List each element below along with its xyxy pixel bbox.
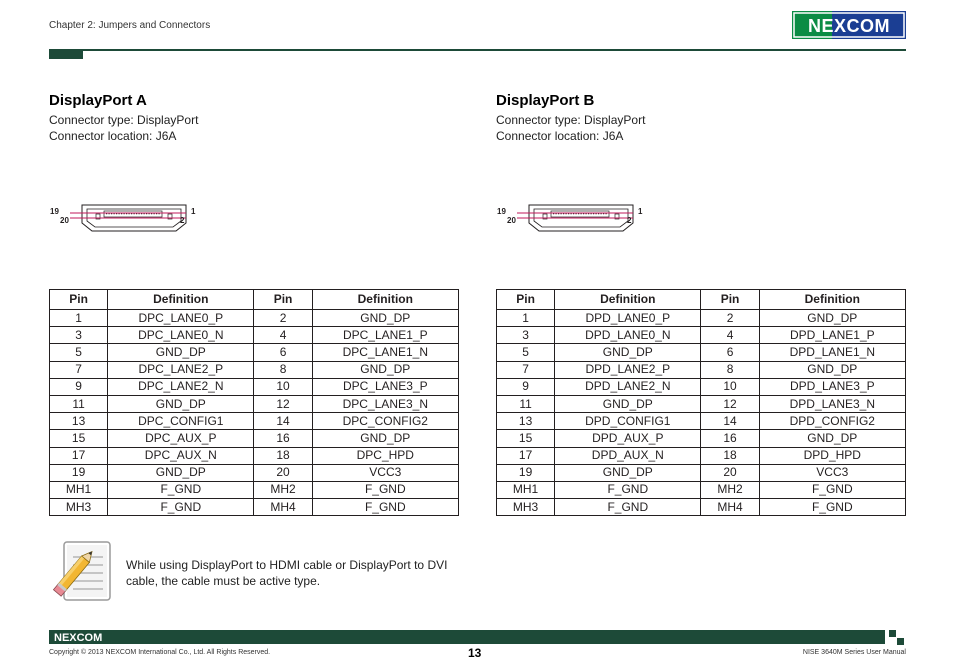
pin-definition-cell: DPD_CONFIG2 [759,413,905,430]
pin-definition-cell: F_GND [759,481,905,498]
pin-number-cell: 5 [50,344,108,361]
pin-definition-cell: DPC_AUX_P [108,430,254,447]
pin-number-cell: 9 [497,378,555,395]
pin-number-cell: 11 [497,395,555,412]
pin-definition-cell: DPD_LANE3_N [759,395,905,412]
table-row [497,395,906,412]
pencil-notepad-icon [46,539,116,605]
table-row [50,499,459,516]
pin-number-cell: 4 [701,327,759,344]
pin-definition-cell: DPD_LANE2_P [555,361,701,378]
pin-number-cell: MH3 [50,499,108,516]
table-row [50,378,459,395]
section-displayport-b [496,92,906,144]
pin-definition-cell: GND_DP [555,395,701,412]
pin-definition-cell: DPD_LANE2_N [555,378,701,395]
pin-number-cell: 7 [50,361,108,378]
pin-number-cell: 7 [497,361,555,378]
pin-number-cell: 1 [50,310,108,327]
pin-definition-cell: DPC_LANE0_P [108,310,254,327]
pin-table-a [49,289,459,516]
pin-definition-cell: DPC_LANE2_N [108,378,254,395]
pin-number-cell: 8 [254,361,312,378]
footer-nexcom-logo [53,631,109,643]
pin-definition-cell: DPD_CONFIG1 [555,413,701,430]
section-title: DisplayPort B [496,92,595,109]
pin-number-cell: 1 [497,310,555,327]
table-row [497,378,906,395]
column-header: Pin [254,290,312,310]
pin-number-cell: 5 [497,344,555,361]
pin-number-cell: 14 [254,413,312,430]
pin-number-cell: 13 [50,413,108,430]
column-header: Definition [312,290,458,310]
pin-definition-cell: DPD_LANE3_P [759,378,905,395]
pin-definition-cell: GND_DP [312,310,458,327]
pin-number-cell: 19 [50,464,108,481]
pin-number-cell: 17 [50,447,108,464]
pin-definition-cell: DPD_HPD [759,447,905,464]
copyright-text: Copyright © 2013 NEXCOM International Co., Ltd. All Rights Reserved. [49,649,271,656]
pin-definition-cell: DPD_LANE1_P [759,327,905,344]
pin-definition-cell: F_GND [312,499,458,516]
section-title: DisplayPort A [49,92,147,109]
table-row [497,361,906,378]
pin-definition-cell: DPD_LANE0_N [555,327,701,344]
pin-label-1: 1 [638,207,643,216]
pin-number-cell: 9 [50,378,108,395]
pin-number-cell: MH3 [497,499,555,516]
pin-definition-cell: GND_DP [108,395,254,412]
pin-definition-cell: DPC_HPD [312,447,458,464]
pin-definition-cell: GND_DP [555,464,701,481]
pin-number-cell: MH1 [50,481,108,498]
pin-number-cell: 12 [254,395,312,412]
table-row [497,310,906,327]
table-row [50,481,459,498]
pin-definition-cell: DPC_LANE1_P [312,327,458,344]
pin-number-cell: 10 [254,378,312,395]
pin-number-cell: MH1 [497,481,555,498]
column-header: Definition [555,290,701,310]
pin-number-cell: 20 [701,464,759,481]
table-row [497,481,906,498]
table-row [497,430,906,447]
table-row [50,447,459,464]
pin-definition-cell: DPC_CONFIG2 [312,413,458,430]
pin-definition-cell: F_GND [555,499,701,516]
pin-number-cell: 18 [701,447,759,464]
pin-label-19: 19 [50,207,59,216]
manual-title: NISE 3640M Series User Manual [802,649,906,656]
table-header-row [497,290,906,310]
pin-definition-cell: DPC_CONFIG1 [108,413,254,430]
page-number: 13 [468,646,482,660]
table-row [497,344,906,361]
pin-definition-cell: DPC_LANE1_N [312,344,458,361]
table-row [497,327,906,344]
pin-definition-cell: DPD_AUX_N [555,447,701,464]
pin-number-cell: 19 [497,464,555,481]
pin-number-cell: 4 [254,327,312,344]
connector-location: Connector location: J6A [496,129,624,143]
pin-definition-cell: GND_DP [312,361,458,378]
pin-definition-cell: F_GND [312,481,458,498]
pin-label-20: 20 [507,216,516,225]
pin-definition-cell: GND_DP [759,310,905,327]
pin-number-cell: MH2 [701,481,759,498]
column-header: Pin [50,290,108,310]
table-row [497,447,906,464]
pin-definition-cell: GND_DP [108,464,254,481]
connector-type: Connector type: DisplayPort [496,113,646,127]
note-text: While using DisplayPort to HDMI cable or DisplayPort to DVI cable, the cable must be active type. [126,558,448,588]
pin-definition-cell: DPD_AUX_P [555,430,701,447]
logo-text: NEXCOM [807,16,891,36]
table-row [50,413,459,430]
pin-definition-cell: F_GND [759,499,905,516]
pin-number-cell: 3 [497,327,555,344]
table-body [497,310,906,516]
pin-definition-cell: F_GND [108,499,254,516]
pin-definition-cell: DPC_LANE2_P [108,361,254,378]
table-row [50,327,459,344]
pin-definition-cell: GND_DP [759,361,905,378]
table-body [50,310,459,516]
pin-number-cell: 12 [701,395,759,412]
table-row [497,499,906,516]
pin-number-cell: 6 [254,344,312,361]
pin-definition-cell: VCC3 [759,464,905,481]
column-header: Pin [497,290,555,310]
connector-location: Connector location: J6A [49,129,177,143]
pin-label-19: 19 [497,207,506,216]
pin-number-cell: 10 [701,378,759,395]
pin-definition-cell: F_GND [108,481,254,498]
pin-number-cell: 8 [701,361,759,378]
table-row [50,361,459,378]
displayport-connector-diagram-a [46,199,196,235]
footer-square [897,638,904,645]
pin-definition-cell: GND_DP [555,344,701,361]
column-header: Pin [701,290,759,310]
table-row [50,395,459,412]
pin-number-cell: 3 [50,327,108,344]
pin-number-cell: 13 [497,413,555,430]
pin-definition-cell: DPC_LANE3_P [312,378,458,395]
table-header-row [50,290,459,310]
pin-number-cell: 20 [254,464,312,481]
section-displayport-a [49,92,459,144]
header-rule [49,49,906,51]
pin-number-cell: 15 [50,430,108,447]
pin-number-cell: 6 [701,344,759,361]
table-row [50,344,459,361]
pin-number-cell: 14 [701,413,759,430]
table-row [497,464,906,481]
pin-definition-cell: DPD_LANE0_P [555,310,701,327]
pin-label-2: 2 [180,216,185,225]
pin-definition-cell: F_GND [555,481,701,498]
footer-square [889,630,896,637]
pin-number-cell: 15 [497,430,555,447]
column-header: Definition [759,290,905,310]
nexcom-logo [792,11,906,39]
pin-definition-cell: GND_DP [759,430,905,447]
pin-number-cell: MH4 [701,499,759,516]
pin-definition-cell: DPC_LANE3_N [312,395,458,412]
connector-type: Connector type: DisplayPort [49,113,199,127]
chapter-title: Chapter 2: Jumpers and Connectors [49,20,211,31]
pin-definition-cell: DPD_LANE1_N [759,344,905,361]
pin-number-cell: MH4 [254,499,312,516]
footer-bar [49,630,885,644]
pin-number-cell: 11 [50,395,108,412]
pin-number-cell: 2 [701,310,759,327]
table-row [50,464,459,481]
pin-number-cell: 16 [701,430,759,447]
pin-definition-cell: GND_DP [312,430,458,447]
header-accent-block [49,51,83,59]
pin-definition-cell: DPC_AUX_N [108,447,254,464]
pin-definition-cell: GND_DP [108,344,254,361]
table-row [50,310,459,327]
pin-number-cell: 17 [497,447,555,464]
footer-logo-text: NEXCOM [54,632,103,643]
pin-number-cell: 18 [254,447,312,464]
pin-table-b [496,289,906,516]
pin-label-1: 1 [191,207,196,216]
pin-definition-cell: VCC3 [312,464,458,481]
pin-number-cell: 2 [254,310,312,327]
table-row [50,430,459,447]
pin-label-2: 2 [627,216,632,225]
pin-definition-cell: DPC_LANE0_N [108,327,254,344]
displayport-connector-diagram-b [493,199,643,235]
column-header: Definition [108,290,254,310]
table-row [497,413,906,430]
pin-label-20: 20 [60,216,69,225]
pin-number-cell: 16 [254,430,312,447]
pin-number-cell: MH2 [254,481,312,498]
